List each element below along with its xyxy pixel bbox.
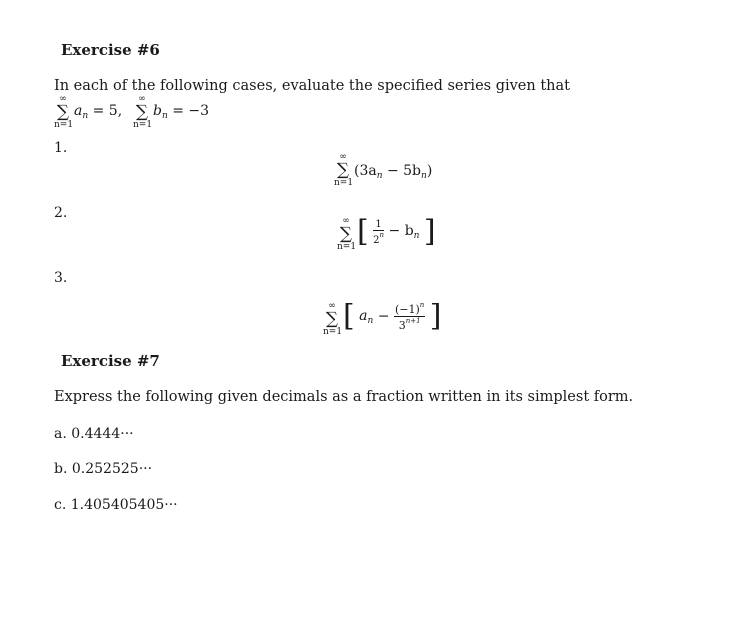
item-3-label: 3. bbox=[54, 270, 68, 286]
rest-subscript: n bbox=[413, 231, 420, 241]
expr-open: (3a bbox=[354, 163, 377, 179]
sigma-symbol: ∑ bbox=[135, 102, 149, 122]
sum-lower-limit: n=1 bbox=[133, 120, 153, 130]
sum-lower-limit: n=1 bbox=[337, 242, 357, 252]
a-term: a bbox=[359, 307, 368, 324]
item-label: a. bbox=[54, 426, 67, 442]
exercise-7-instruction: Express the following given decimals as a fraction written in its simplest form. bbox=[54, 389, 634, 405]
a-term: a bbox=[74, 103, 83, 119]
ellipsis: ··· bbox=[164, 497, 178, 513]
sigma-symbol: ∑ bbox=[336, 160, 350, 180]
expr-mid: − 5b bbox=[382, 163, 422, 179]
fraction-numerator: 1 bbox=[373, 219, 384, 231]
fraction-numerator: (−1) bbox=[394, 303, 420, 316]
sigma-symbol: ∑ bbox=[339, 224, 353, 244]
minus-sign: − bbox=[377, 308, 390, 325]
sigma-symbol: ∑ bbox=[325, 309, 339, 329]
a-subscript: n bbox=[82, 111, 89, 121]
sigma-symbol: ∑ bbox=[56, 102, 70, 122]
sum-lower-limit: n=1 bbox=[334, 178, 354, 188]
decimal-item-c bbox=[54, 497, 178, 513]
decimal-item-b bbox=[54, 461, 152, 477]
decimal-value: 0.4444 bbox=[71, 426, 121, 442]
expr-sub-1: n bbox=[376, 171, 383, 181]
item-2-label: 2. bbox=[54, 205, 68, 221]
sum-upper-limit: ∞ bbox=[59, 94, 67, 104]
rest-term: − b bbox=[388, 223, 414, 239]
b-term: b bbox=[153, 103, 162, 119]
b-value: = −3 bbox=[172, 103, 210, 119]
fraction-denominator: 2 bbox=[373, 234, 380, 246]
decimal-item-a bbox=[54, 426, 134, 442]
sum-upper-limit: ∞ bbox=[328, 301, 336, 311]
denominator-exponent: n bbox=[379, 230, 385, 239]
left-bracket: [ bbox=[343, 298, 355, 334]
sum-lower-limit: n=1 bbox=[323, 327, 343, 337]
sum-lower-limit: n=1 bbox=[54, 120, 74, 130]
a-subscript: n bbox=[367, 315, 374, 326]
ellipsis: ··· bbox=[138, 461, 153, 477]
fraction bbox=[373, 219, 384, 246]
sum-upper-limit: ∞ bbox=[339, 152, 347, 162]
ellipsis: ··· bbox=[120, 426, 134, 442]
decimal-value: 0.252525 bbox=[71, 461, 139, 477]
item-1-label: 1. bbox=[54, 140, 68, 156]
fraction bbox=[394, 301, 425, 332]
exercise-6-instruction: In each of the following cases, evaluate the specified series given that bbox=[54, 78, 570, 94]
expr-sub-2: n bbox=[421, 171, 427, 181]
item-label: b. bbox=[54, 461, 68, 477]
left-bracket: [ bbox=[357, 214, 369, 249]
denominator-exponent: n+1 bbox=[405, 317, 421, 325]
fraction-denominator: 3 bbox=[398, 319, 406, 332]
expr-close: ) bbox=[426, 163, 433, 179]
decimal-value: 1.405405405 bbox=[70, 497, 165, 513]
numerator-exponent: n bbox=[419, 301, 425, 309]
a-value: = 5, bbox=[92, 103, 123, 119]
sum-upper-limit: ∞ bbox=[138, 94, 146, 104]
right-bracket: ] bbox=[423, 214, 436, 249]
exercise-6-title: Exercise #6 bbox=[61, 41, 160, 59]
exercise-7-title: Exercise #7 bbox=[61, 352, 160, 370]
right-bracket: ] bbox=[429, 298, 442, 334]
sum-upper-limit: ∞ bbox=[342, 216, 350, 226]
item-label: c. bbox=[54, 497, 67, 513]
b-subscript: n bbox=[161, 111, 168, 121]
